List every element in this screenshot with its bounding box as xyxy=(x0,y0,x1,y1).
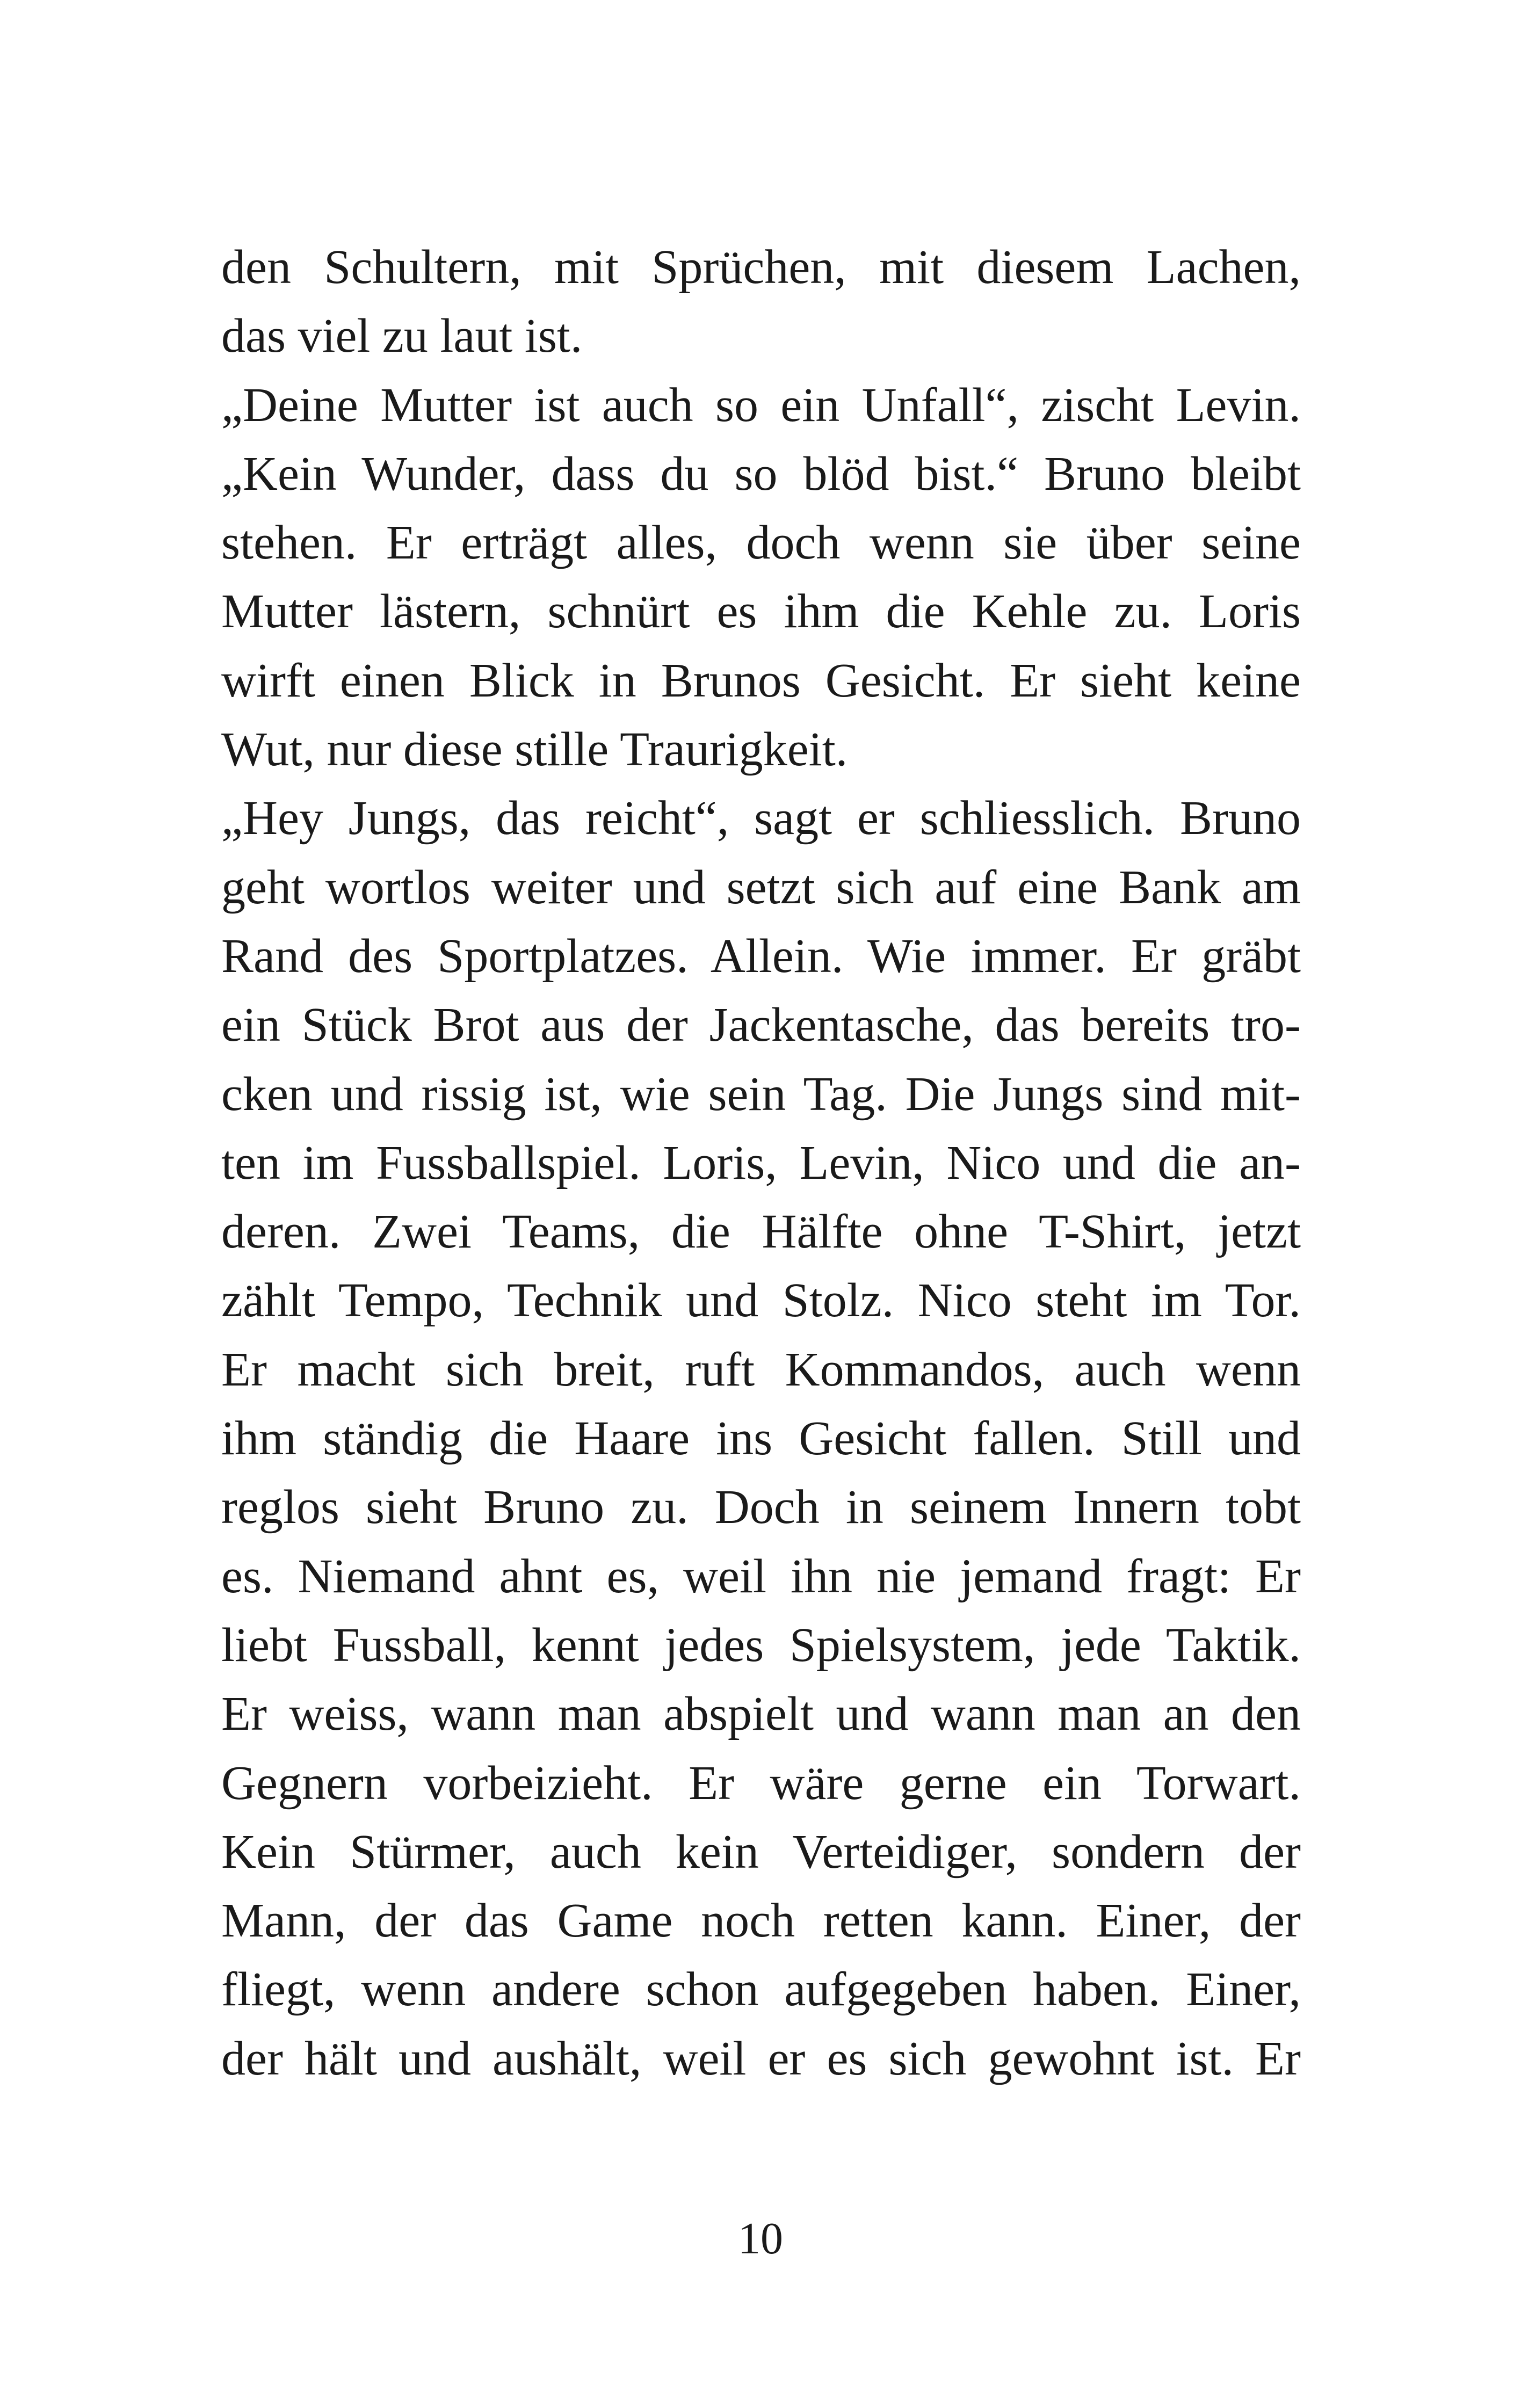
text-line: ihm ständig die Haare ins Gesicht fallen. Still und xyxy=(221,1412,1301,1466)
text-line: „Kein Wunder, dass du so blöd bist.“ Bruno bleibt xyxy=(221,447,1301,501)
text-line: Rand des Sportplatzes. Allein. Wie immer. Er gräbt xyxy=(221,929,1301,983)
text-line: den Schultern, mit Sprüchen, mit diesem Lachen, xyxy=(221,241,1301,294)
text-line: das viel zu laut ist. xyxy=(221,309,583,363)
text-line: stehen. Er erträgt alles, doch wenn sie über seine xyxy=(221,516,1301,570)
body-text xyxy=(221,233,1301,2093)
text-line: Er weiss, wann man abspielt und wann man an den xyxy=(221,1687,1301,1741)
text-line: der hält und aushält, weil er es sich gewohnt ist. Er xyxy=(221,2032,1301,2085)
text-line: es. Niemand ahnt es, weil ihn nie jemand fragt: Er xyxy=(221,1549,1301,1603)
text-line: Mutter lästern, schnürt es ihm die Kehle zu. Loris xyxy=(221,585,1301,639)
text-line: Kein Stürmer, auch kein Verteidiger, sondern der xyxy=(221,1825,1301,1878)
text-line: ten im Fussballspiel. Loris, Levin, Nico und die an- xyxy=(221,1136,1301,1190)
text-line: cken und rissig ist, wie sein Tag. Die Jungs sind mit- xyxy=(221,1067,1301,1121)
text-line: ein Stück Brot aus der Jackentasche, das bereits tro- xyxy=(221,998,1301,1052)
text-line: Mann, der das Game noch retten kann. Einer, der xyxy=(221,1894,1301,1948)
text-line: „Hey Jungs, das reicht“, sagt er schliesslich. Bruno xyxy=(221,792,1301,845)
text-line: reglos sieht Bruno zu. Doch in seinem Innern tobt xyxy=(221,1481,1301,1534)
text-line: geht wortlos weiter und setzt sich auf eine Bank am xyxy=(221,860,1301,914)
text-line: Gegnern vorbeizieht. Er wäre gerne ein Torwart. xyxy=(221,1756,1301,1810)
text-line: fliegt, wenn andere schon aufgegeben haben. Einer, xyxy=(221,1963,1301,2017)
text-line: wirft einen Blick in Brunos Gesicht. Er sieht keine xyxy=(221,654,1301,707)
text-line: „Deine Mutter ist auch so ein Unfall“, zischt Levin. xyxy=(221,378,1301,432)
text-line: zählt Tempo, Technik und Stolz. Nico steht im Tor. xyxy=(221,1274,1301,1328)
text-line: deren. Zwei Teams, die Hälfte ohne T-Shirt, jetzt xyxy=(221,1205,1301,1259)
page-number: 10 xyxy=(738,2214,783,2264)
text-line: Er macht sich breit, ruft Kommandos, auch wenn xyxy=(221,1343,1301,1396)
text-line: Wut, nur diese stille Traurigkeit. xyxy=(221,723,848,777)
text-line: liebt Fussball, kennt jedes Spielsystem, jede Taktik. xyxy=(221,1618,1301,1672)
